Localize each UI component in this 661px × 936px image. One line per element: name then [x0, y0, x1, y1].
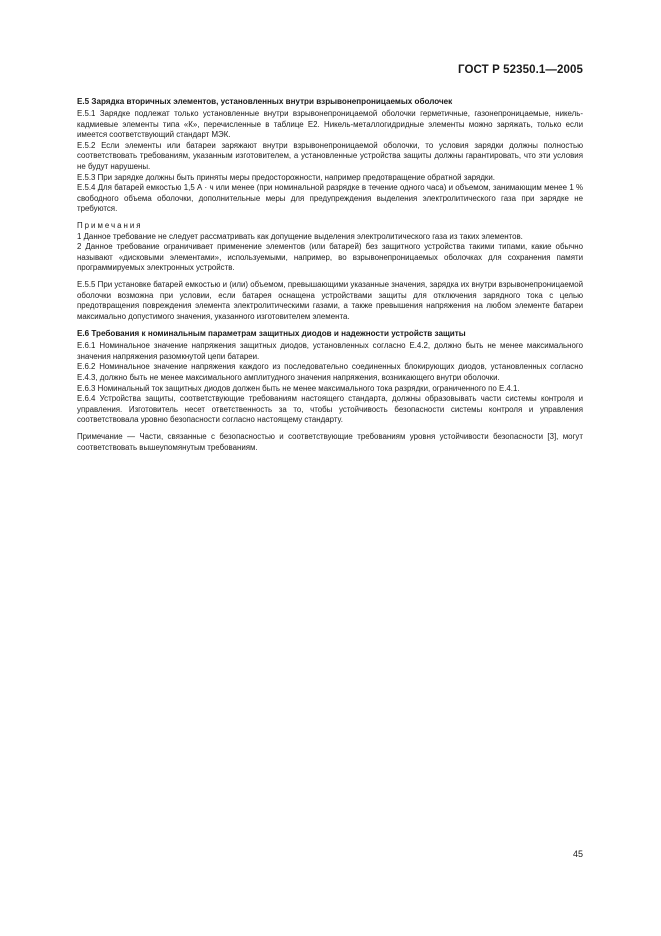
- paragraph-e6-3: Е.6.3 Номинальный ток защитных диодов должен быть не менее максимального тока разрядки, ограниченного по Е.4.1.: [77, 383, 520, 393]
- note-e6: Примечание — Части, связанные с безопасностью и соответствующие требованиям уровня устойчивости безопасности [3], могут соответствовать вышеупомянутым требованиям.: [77, 432, 583, 452]
- note-2: 2 Данное требование ограничивает применение элементов (или батарей) без защитного устройства такими типами, какие обычно называют «дисковыми элементами», используемыми, например, во взрывонепроницаемых оболочках для сохранения памяти программируемых электронных устройств.: [77, 242, 583, 273]
- paragraph-e6-4: Е.6.4 Устройства защиты, соответствующие требованиям настоящего стандарта, должны образовывать части системы контроля и управления. Изготовитель несет ответственность за то, чтобы устойчивость безопасности системы контроля и управления соответствовала уровню безопасности согласно настоящему стандарту.: [77, 394, 583, 425]
- document-code: ГОСТ Р 52350.1—2005: [458, 64, 583, 76]
- document-body: [77, 96, 583, 453]
- paragraph-e6-2: Е.6.2 Номинальное значение напряжения каждого из последовательно соединенных блокирующих диодов, установленных согласно Е.4.3, должно быть не менее максимального амплитудного значения напряжения, возникающего внутри оболочки.: [77, 362, 583, 383]
- section-e5-heading: Е.5 Зарядка вторичных элементов, установленных внутри взрывонепроницаемых оболочек: [77, 97, 453, 106]
- paragraph-e5-2: Е.5.2 Если элементы или батареи заряжают внутри взрывонепроницаемой оболочки, то условия зарядки должны полностью соответствовать требованиям, указанным изготовителем, а установленные устройства защиты должны гарантировать, что эти условия не будут нарушены.: [77, 140, 583, 171]
- paragraph-e5-1: Е.5.1 Зарядке подлежат только установленные внутри взрывонепроницаемой оболочки герметичные, газонепроницаемые, никель-кадмиевые элементы типа «К», перечисленные в таблице Е2. Никель-металлогидридные элементы можно заряжать, только если имеется соответствующий стандарт МЭК.: [77, 109, 583, 140]
- paragraph-e6-1: Е.6.1 Номинальное значение напряжения защитных диодов, установленных согласно Е.4.2, должно быть не менее максимального значения напряжения разомкнутой цепи батареи.: [77, 341, 583, 361]
- section-e6-heading: Е.6 Требования к номинальным параметрам защитных диодов и надежности устройств защиты: [77, 329, 466, 339]
- note-1: 1 Данное требование не следует рассматривать как допущение выделения электролитического газа из таких элементов.: [77, 231, 523, 241]
- notes-label: Примечания: [77, 220, 143, 230]
- paragraph-e5-3: Е.5.3 При зарядке должны быть приняты меры предосторожности, например предотвращение обратной зарядки.: [77, 172, 495, 182]
- paragraph-e5-5: Е.5.5 При установке батарей емкостью и (или) объемом, превышающими указанные значения, зарядка их внутри взрывонепроницаемой оболочки возможна при условии, если батарея оснащена устройствами защиты для отключения зарядного тока с целью предотвращения повреждения элемента электролитическими газами, а также превышения напряжения на любом элементе батареи максимально допустимого значения, указанного изготовителем элемента.: [77, 279, 583, 321]
- paragraph-e5-4: Е.5.4 Для батарей емкостью 1,5 А · ч или менее (при номинальной разрядке в течение одного часа) и объемом, занимающим менее 1 % свободного объема оболочки, дополнительные меры для предупреждения выделения электролитического газа при зарядке не требуются.: [77, 183, 583, 214]
- page-number: 45: [572, 849, 583, 859]
